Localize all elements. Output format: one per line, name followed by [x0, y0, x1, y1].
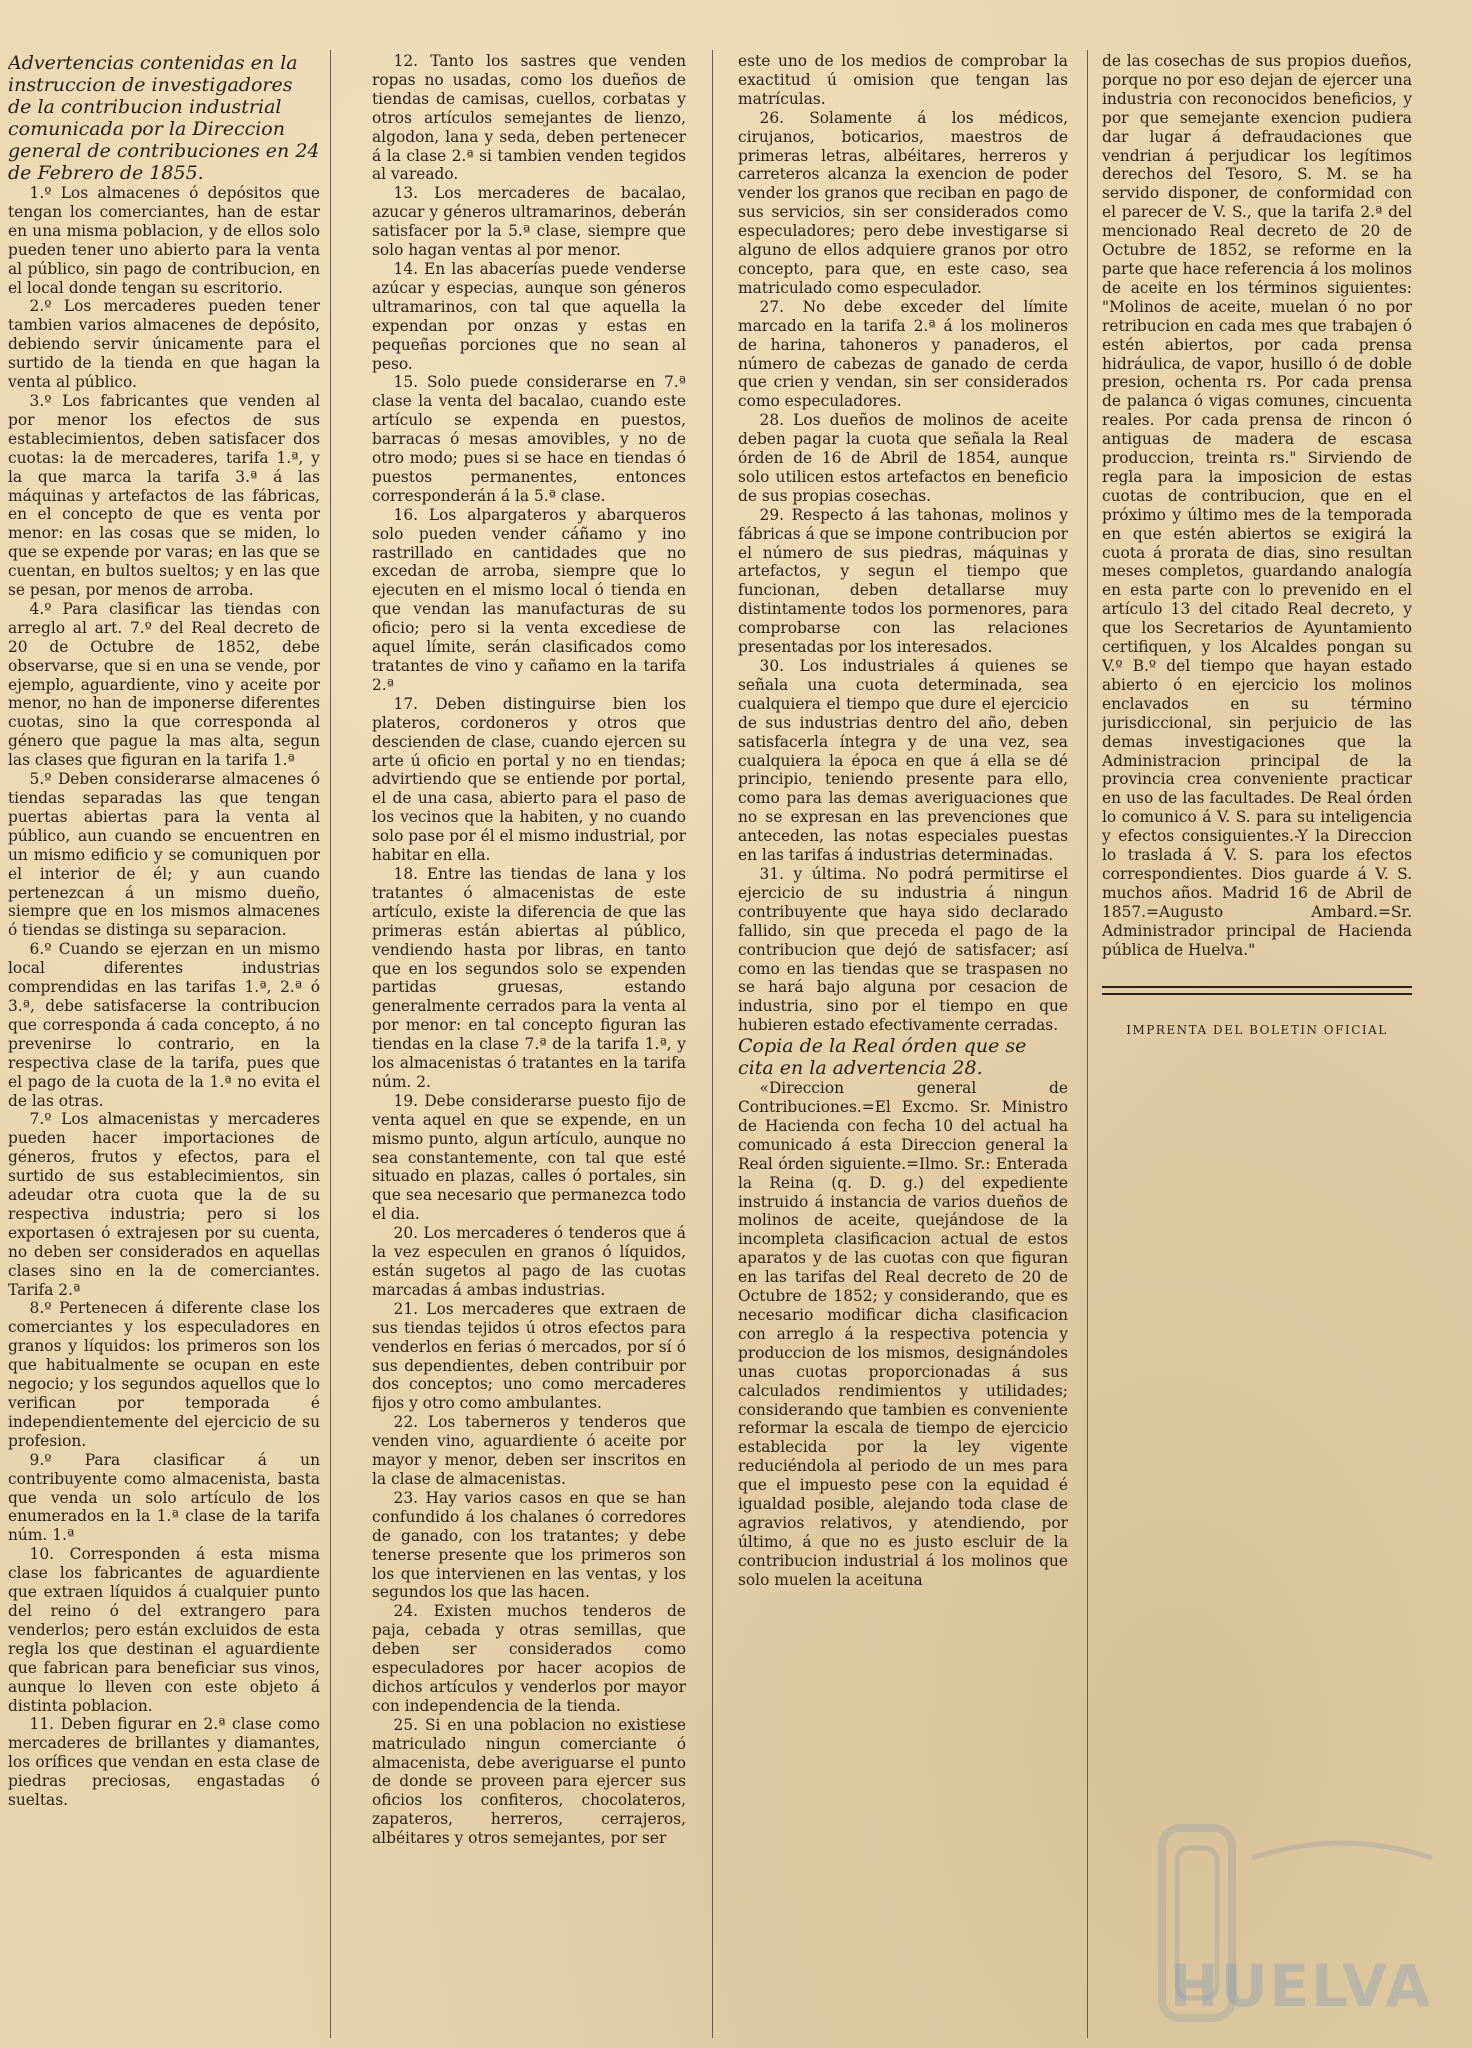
- column-rule: [712, 50, 713, 2038]
- column-1: [8, 52, 320, 1810]
- article-paragraph: 1.º Los almacenes ó depósitos que tengan los comerciantes, han de estar en una misma poblacion, y de ellos solo pueden tener uno abierto para la venta al público, sin pago de contribucion, en el local donde tengan su escritorio.: [8, 184, 320, 297]
- article-paragraph: 3.º Los fabricantes que venden al por menor los efectos de sus establecimientos, deben satisfacer dos cuotas: la de mercaderes, tarifa 1.ª, y la que marca la tarifa 3.ª á las máquinas y artefactos de las fábricas, en el concepto de que es venta por menor: en las cosas que se miden, lo que se expende por varas; en las que se cuentan, en bultos sueltos; y en las que se pesan, por menos de arroba.: [8, 391, 320, 600]
- article-paragraph: de las cosechas de sus propios dueños, porque no por eso dejan de ejercer una industria con reconocidos beneficios, y por que semejante exencion pudiera dar lugar á defraudaciones que vendrian á perjudicar los legítimos derechos del Tesoro, S. M. se ha servido disponer, de conformidad con el parecer de V. S., que la tarifa 2.ª del mencionado Real decreto de 20 de Octubre de 1852, se reforme en la parte que hace referencia á los molinos de aceite en los términos siguientes: "Molinos de aceite, muelan ó no por retribucion en cada mes que trabajen ó estén abiertos, por cada prensa hidráulica, de vapor, husillo ó de doble presion, ochenta rs. Por cada prensa de palanca ó vigas comunes, cincuenta reales. Por cada prensa de rincon ó antiguas de madera de escasa produccion, treinta rs." Sirviendo de regla para la imposicion de estas cuotas de contribucion, que en el próximo y último mes de la temporada en que estén abiertos se exigirá la cuota á prorata de dias, sino resultan meses completos, guardando analogía en esta parte con lo prevenido en el artículo 13 del citado Real decreto, y que los Secretarios de Ayuntamiento certifiquen, y los Alcaldes pongan su V.º B.º del tiempo que hayan estado abierto ó en ejercicio los molinos enclavados en su término jurisdiccional, sin perjuicio de las demas investigaciones que la Administracion principal de la provincia crea conveniente practicar en uso de las facultades. De Real órden lo comunico á V. S. para su inteligencia y efectos consiguientes.-Y la Direccion lo traslada á V. S. para los efectos correspondientes. Dios guarde á V. S. muchos años. Madrid 16 de Abril de 1857.=Augusto Ambard.=Sr. Administrador principal de Hacienda pública de Huelva.": [1102, 52, 1412, 959]
- article-paragraph: 17. Deben distinguirse bien los plateros, cordoneros y otros que descienden de clase, cuando ejercen su arte ú oficio en portal y no en tiendas; advirtiendo que se entiende por portal, el de una casa, abierto para el paso de los vecinos que la habiten, y no cuando solo pase por él el mismo industrial, por habitar en ella.: [372, 694, 686, 865]
- article-paragraph: 31. y última. No podrá permitirse el ejercicio de su industria á ningun contribuyente que haya sido declarado fallido, sin que preceda el pago de la contribucion que dejó de satisfacer; así como en las tiendas que se traspasen no se hará bajo alguna por cesacion de industria, sino por el tiempo en que hubieren estado efectivamente cerradas.: [738, 864, 1068, 1035]
- article-paragraph: 4.º Para clasificar las tiendas con arreglo al art. 7.º del Real decreto de 20 de Octubre de 1852, debe observarse, que si en una se vende, por ejemplo, aguardiente, vino y aceite por menor, no han de imponerse diferentes cuotas, sino la que corresponda al género que pague la mas alta, segun las clases que figuran en la tarifa 1.ª: [8, 599, 320, 770]
- article-paragraph: 9.º Para clasificar á un contribuyente como almacenista, basta que venda un solo artículo de los enumerados en la 1.ª clase de la tarifa núm. 1.ª: [8, 1450, 320, 1545]
- article-paragraph: 25. Si en una poblacion no existiese matriculado ningun comerciante ó almacenista, debe averiguarse el punto de donde se proveen para ejercer sus oficios los confiteros, chocolateros, zapateros, herreros, cerrajeros, albéitares y otros semejantes, por ser: [372, 1715, 686, 1848]
- article-paragraph: 8.º Pertenecen á diferente clase los comerciantes y los especuladores en granos y líquidos: los primeros son los que habitualmente se ocupan en este negocio; y los segundos aquellos que lo verifican por temporada é independientemente del ejercicio de su profesion.: [8, 1299, 320, 1450]
- imprint-line: IMPRENTA DEL BOLETIN OFICIAL: [1126, 1022, 1388, 1037]
- column-4: [1102, 52, 1412, 1039]
- advertencias-heading: Advertencias contenidas en la instruccion de investigadores de la contribucion industrial comunicada por la Direccion general de contribuciones en 24 de Febrero de 1855.: [8, 52, 320, 184]
- article-paragraph: 18. Entre las tiendas de lana y los tratantes ó almacenistas de este artículo, existe la diferencia de que las primeras están abiertas al público, vendiendo hasta por libras, en tanto que en los segundos solo se expenden partidas gruesas, estando generalmente cerrados para la venta al por menor: en tal concepto figuran las tiendas en la clase 7.ª de la tarifa 1.ª, y los almacenistas ó tratantes en la tarifa núm. 2.: [372, 864, 686, 1091]
- article-paragraph: «Direccion general de Contribuciones.=El Excmo. Sr. Ministro de Hacienda con fecha 10 del actual ha comunicado á esta Direccion general la Real órden siguiente.=Ilmo. Sr.: Enterada la Reina (q. D. g.) del expediente instruido á instancia de varios dueños de molinos de aceite, quejándose de la incompleta clasificacion actual de estos aparatos y de las cuotas con que figuran en las tarifas del Real decreto de 20 de Octubre de 1852; y considerando, que es necesario modificar dicha clasificacion con arreglo á la respectiva potencia y produccion de los mismos, designándoles unas cuotas proporcionadas á sus calculados rendimientos y utilidades; considerando que tambien es conveniente reformar la escala de tiempo de ejercicio establecida por la ley vigente reduciéndola al periodo de un mes para que el impuesto pese con la equidad é igualdad posible, alejando toda clase de agravios relativos, y atendiendo, por último, á que no es justo escluir de la contribucion industrial á los molinos que solo muelen la aceituna: [738, 1079, 1068, 1589]
- article-paragraph: 5.º Deben considerarse almacenes ó tiendas separadas las que tengan puertas abiertas para la venta al público, aun cuando se encuentren en un mismo edificio y se comuniquen por el interior de él; y aun cuando pertenezcan á un mismo dueño, siempre que en los mismos almacenes ó tiendas se distinga su separacion.: [8, 770, 320, 940]
- column-rule: [1087, 50, 1088, 2038]
- article-paragraph: 21. Los mercaderes que extraen de sus tiendas tejidos ú otros efectos para venderlos en ferias ó mercados, por sí ó sus dependientes, deben contribuir por dos conceptos; uno como mercaderes fijos y otro como ambulantes.: [372, 1299, 686, 1413]
- article-paragraph: 15. Solo puede considerarse en 7.ª clase la venta del bacalao, cuando este artículo se expenda en puestos, barracas ó mesas amovibles, y no de otro modo; pues si se hace en tiendas ó puestos permanentes, entonces corresponderán á la 5.ª clase.: [372, 373, 686, 505]
- article-paragraph: 27. No debe exceder del límite marcado en la tarifa 2.ª á los molineros de harina, tahoneros y panaderos, el número de cabezas de ganado de cerda que crien y vendan, sin ser considerados como especuladores.: [738, 297, 1068, 411]
- article-paragraph: 19. Debe considerarse puesto fijo de venta aquel en que se expende, en un mismo punto, algun artículo, aunque no sea constantemente, con tal que esté situado en plazas, calles ó portales, sin que sea necesario que permanezca todo el dia.: [372, 1091, 686, 1224]
- article-paragraph: 6.º Cuando se ejerzan en un mismo local diferentes industrias comprendidas en las tarifas 1.ª, 2.ª ó 3.ª, debe satisfacerse la contribucion que corresponda á cada concepto, á no prevenirse lo contrario, en la respectiva clase de la tarifa, pues que el pago de la cuota de la 1.ª no evita el de las otras.: [8, 940, 320, 1110]
- article-paragraph: 30. Los industriales á quienes se señala una cuota determinada, sea cualquiera el tiempo que dure el ejercicio de sus industrias dentro del año, deben satisfacerla íntegra y de una vez, sea cualquiera la época en que á ella se dé principio, teniendo presente para ello, como para las demas averiguaciones que no se expresan en las prevenciones que anteceden, las notas especiales puestas en las tarifas á industrias determinadas.: [738, 657, 1068, 865]
- article-paragraph: 14. En las abacerías puede venderse azúcar y especias, aunque son géneros ultramarinos, con tal que aquella la expendan por onzas y estas en pequeñas porciones que no sean al peso.: [372, 259, 686, 373]
- article-paragraph: 2.º Los mercaderes pueden tener tambien varios almacenes de depósito, debiendo servir únicamente para el surtido de la tienda en que hagan la venta al público.: [8, 297, 320, 392]
- double-rule: [1102, 986, 1412, 995]
- article-paragraph: 28. Los dueños de molinos de aceite deben pagar la cuota que señala la Real órden de 16 de Abril de 1854, aunque solo utilicen estos artefactos en beneficio de sus propias cosechas.: [738, 411, 1068, 505]
- article-paragraph: 20. Los mercaderes ó tenderos que á la vez especulen en granos ó líquidos, están sugetos al pago de las cuotas marcadas á ambas industrias.: [372, 1224, 686, 1299]
- article-paragraph: 7.º Los almacenistas y mercaderes pueden hacer importaciones de géneros, frutos y efectos, para el surtido de sus establecimientos, sin adeudar otra cuota que la de su respectiva industria; pero si los exportasen ó extrajesen por su cuenta, no deben ser considerados en aquellas clases sino en la de comerciantes. Tarifa 2.ª: [8, 1110, 320, 1299]
- article-paragraph: 16. Los alpargateros y abarqueros solo pueden vender cáñamo y ino rastrillado en cantidades que no excedan de arroba, siempre que lo ejecuten en el mismo local ó tienda en que vendan las manufacturas de su oficio; pero si la venta excediese de aquel límite, serán clasificados como tratantes de vino y cañamo en la tarifa 2.ª: [372, 505, 686, 694]
- article-paragraph: 26. Solamente á los médicos, cirujanos, boticarios, maestros de primeras letras, albéitares, herreros y carreteros alcanza la exencion de poder vender los granos que reciban en pago de sus servicios, sin ser considerados como especuladores; pero debe investigarse si alguno de ellos adquiere granos por otro concepto, para que, en este caso, sea matriculado como especulador.: [738, 108, 1068, 297]
- column-rule: [330, 50, 331, 2038]
- copy-heading: Copia de la Real órden que se cita en la advertencia 28.: [738, 1035, 1027, 1080]
- article-paragraph: este uno de los medios de comprobar la exactitud ú omision que tengan las matrículas.: [738, 52, 1068, 108]
- article-paragraph: 29. Respecto á las tahonas, molinos y fábricas á que se impone contribucion por el número de sus piedras, máquinas y artefactos, y segun el tiempo que funcionan, deben detallarse muy distintamente todos los pormenores, para comprobarse con las relaciones presentadas por los interesados.: [738, 505, 1068, 657]
- column-2: [372, 52, 686, 1848]
- article-paragraph: 24. Existen muchos tenderos de paja, cebada y otras semillas, que deben ser considerados como especuladores por hacer acopios de dichos artículos y venderlos por mayor con independencia de la tienda.: [372, 1602, 686, 1715]
- article-paragraph: 10. Corresponden á esta misma clase los fabricantes de aguardiente que extraen líquidos á cualquier punto del reino ó del extrangero para venderlos; pero están excluidos de esta regla los que destinan el aguardiente que fabrican para beneficiar sus vinos, aunque lo lleven con este objeto á distinta poblacion.: [8, 1545, 320, 1715]
- column-3: [738, 52, 1068, 1590]
- article-paragraph: 13. Los mercaderes de bacalao, azucar y géneros ultramarinos, deberán satisfacer por la 5.ª clase, siempre que solo hagan ventas al por menor.: [372, 184, 686, 260]
- article-paragraph: 12. Tanto los sastres que venden ropas no usadas, como los dueños de tiendas de camisas, cuellos, corbatas y otros artículos semejantes de lienzo, algodon, lana y seda, deben pertenecer á la clase 2.ª si tambien venden tegidos al vareado.: [372, 52, 686, 184]
- article-paragraph: 22. Los taberneros y tenderos que venden vino, aguardiente ó aceite por mayor y menor, deben ser inscritos en la clase de almacenistas.: [372, 1413, 686, 1488]
- watermark-text: HUELVA: [1169, 1952, 1432, 2020]
- article-paragraph: 23. Hay varios casos en que se han confundido á los chalanes ó corredores de ganado, con los tratantes; y debe tenerse presente que los primeros son los que intervienen en las ventas, y los segundos los que las hacen.: [372, 1488, 686, 1602]
- article-paragraph: 11. Deben figurar en 2.ª clase como mercaderes de brillantes y diamantes, los orífices que vendan en esta clase de piedras preciosas, engastadas ó sueltas.: [8, 1715, 320, 1810]
